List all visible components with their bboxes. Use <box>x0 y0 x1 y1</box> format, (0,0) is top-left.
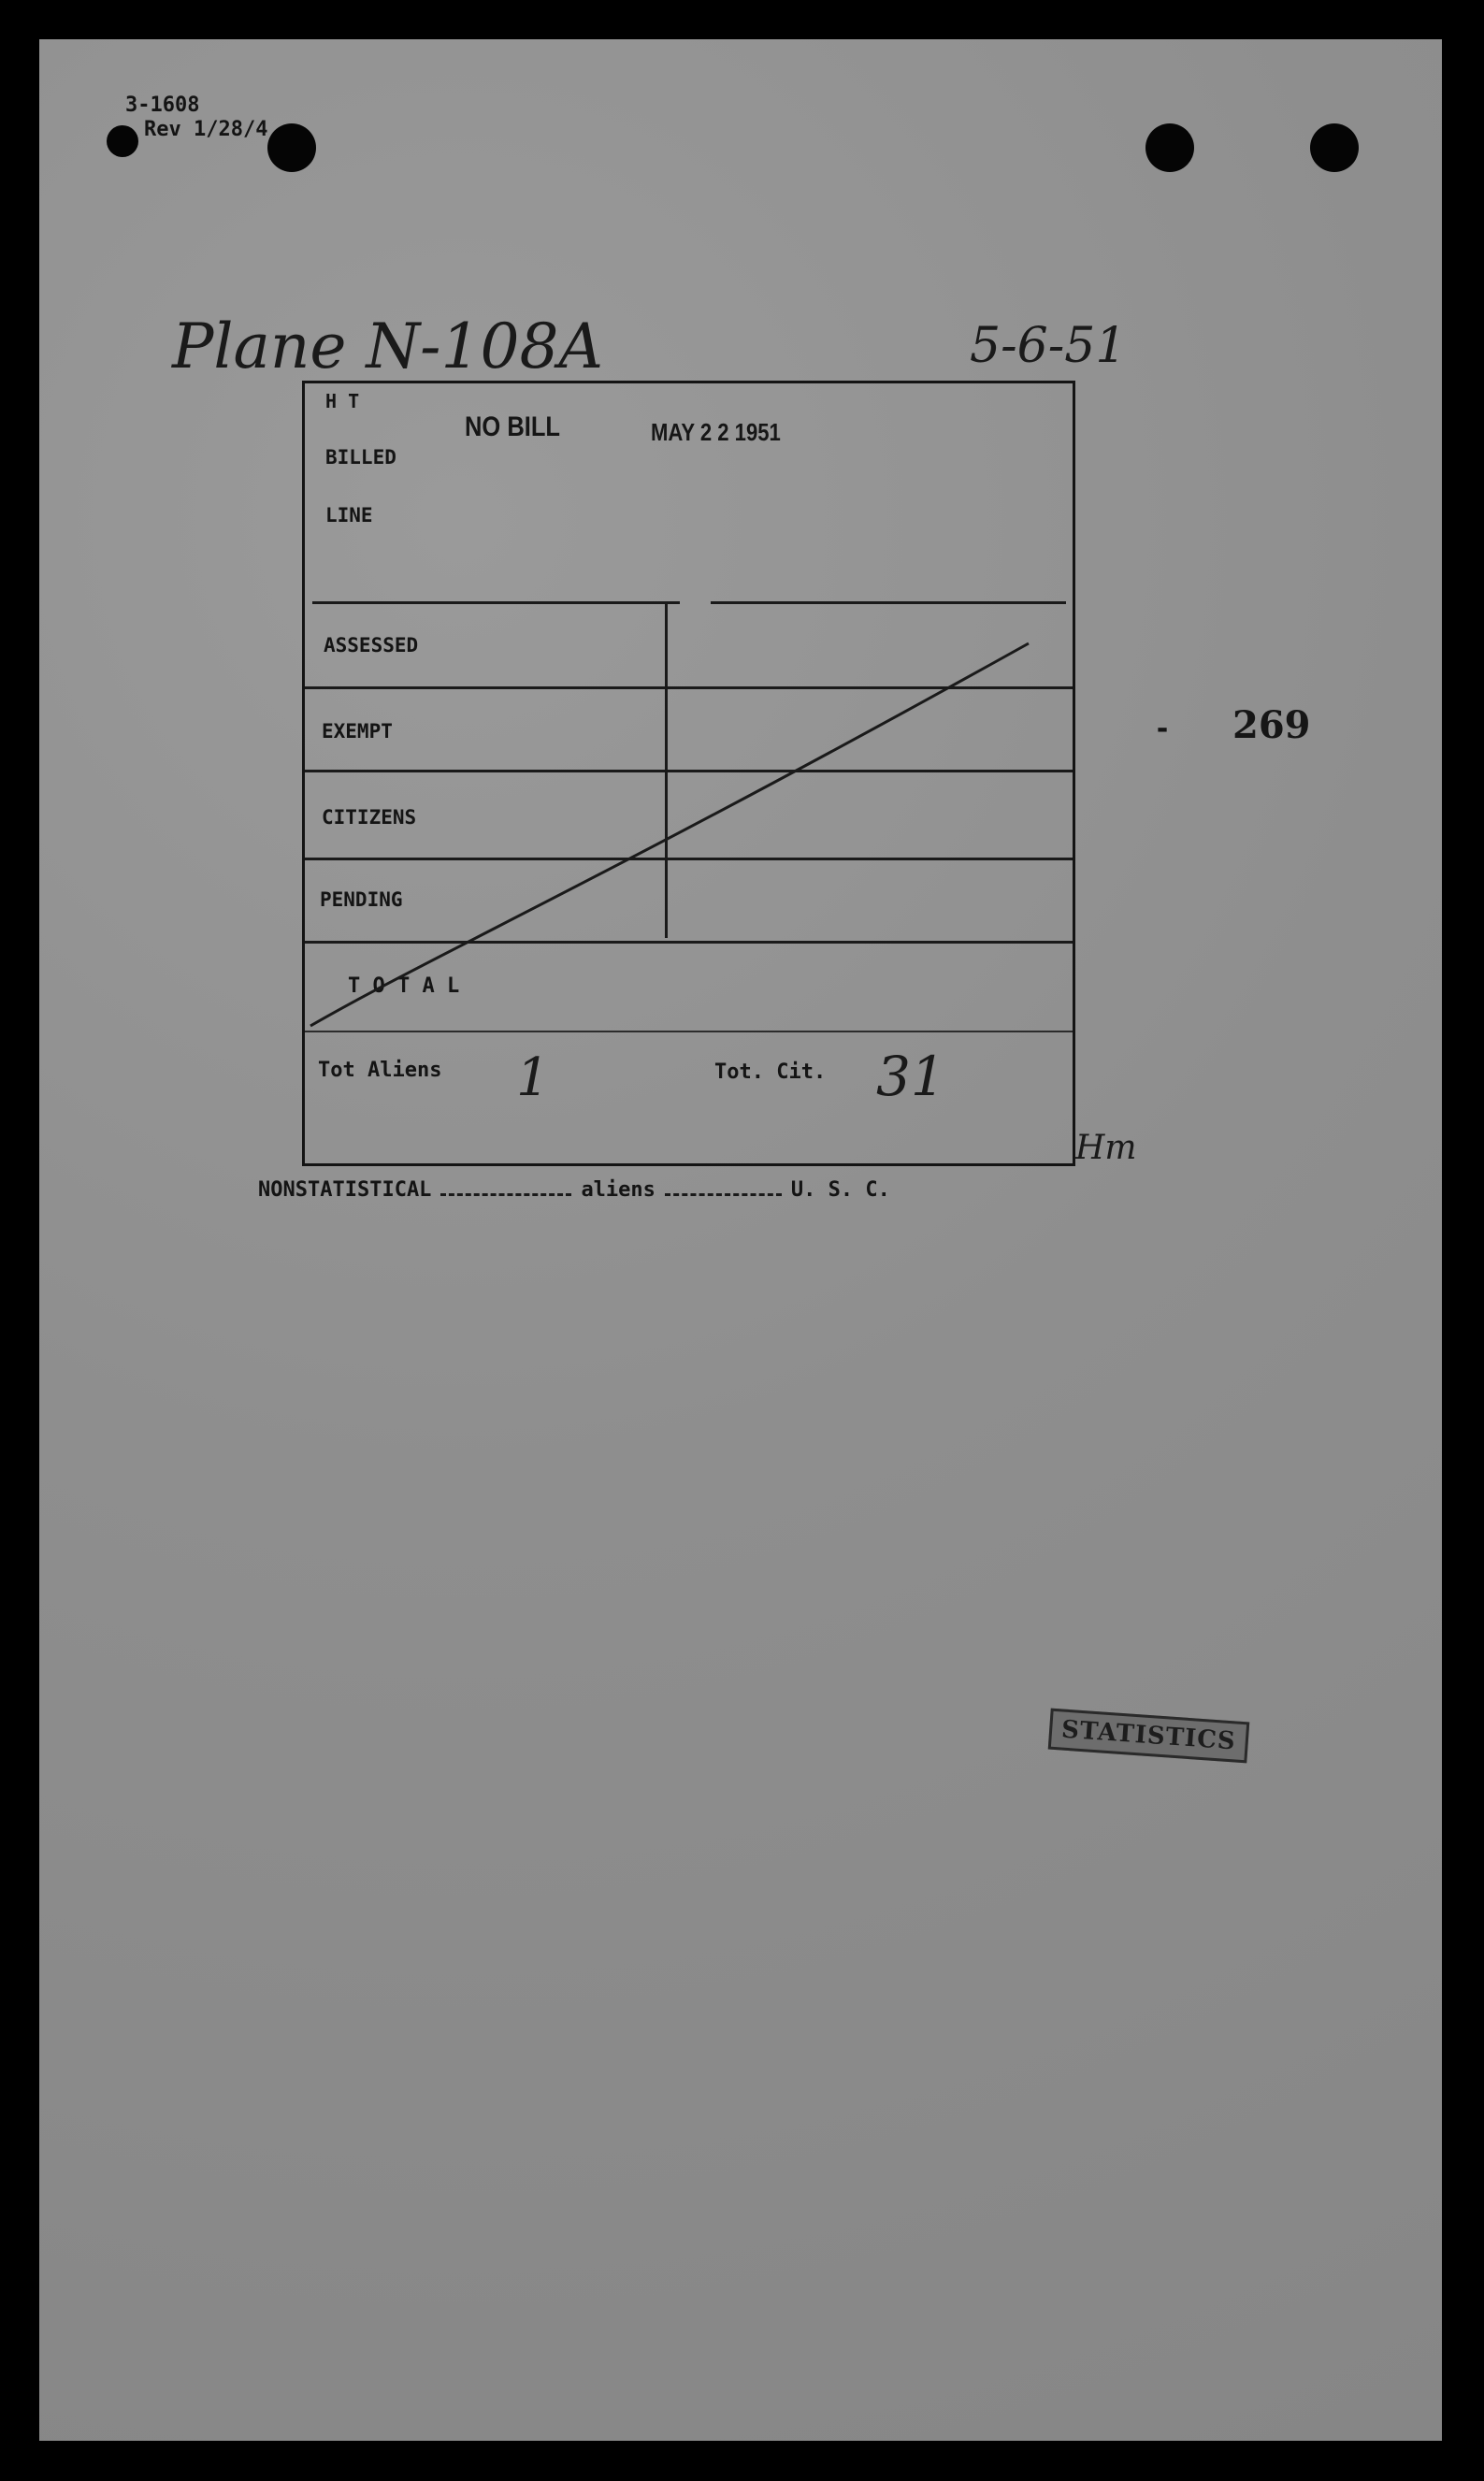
label-total: T O T A L <box>348 974 460 998</box>
label-aliens: aliens <box>581 1178 656 1202</box>
label-exempt: EXEMPT <box>322 720 393 743</box>
label-line: LINE <box>325 504 373 526</box>
form-number: 3-1608 <box>125 94 200 117</box>
no-bill-stamp: NO BILL <box>465 411 560 442</box>
aliens-total-handwritten: 1 <box>516 1047 550 1108</box>
label-tot-cit: Tot. Cit. <box>714 1060 827 1084</box>
cancellation-line <box>39 39 1442 2441</box>
date-handwritten: 5-6-51 <box>970 318 1127 374</box>
label-nonstatistical: NONSTATISTICAL <box>258 1178 432 1202</box>
label-billed: BILLED <box>325 446 396 469</box>
plane-number-handwritten: Plane N-108A <box>172 310 604 382</box>
label-usc: U. S. C. <box>790 1178 890 1202</box>
diagonal-stroke <box>310 643 1029 1026</box>
label-assessed: ASSESSED <box>324 634 419 656</box>
label-pending: PENDING <box>320 888 403 911</box>
label-citizens: CITIZENS <box>322 806 417 829</box>
document-page <box>39 39 1442 2441</box>
received-date-stamp: MAY 2 2 1951 <box>651 418 781 446</box>
margin-dash: - <box>1154 713 1172 745</box>
initials-handwritten: Hm <box>1075 1129 1137 1167</box>
label-tot-aliens: Tot Aliens <box>318 1059 442 1082</box>
citizens-total-handwritten: 31 <box>876 1045 945 1108</box>
statistics-stamp: STATISTICS <box>1048 1709 1249 1764</box>
page-number-269: 269 <box>1232 703 1311 747</box>
label-ht: H T <box>325 390 360 412</box>
form-revision: Rev 1/28/4 <box>144 118 268 141</box>
